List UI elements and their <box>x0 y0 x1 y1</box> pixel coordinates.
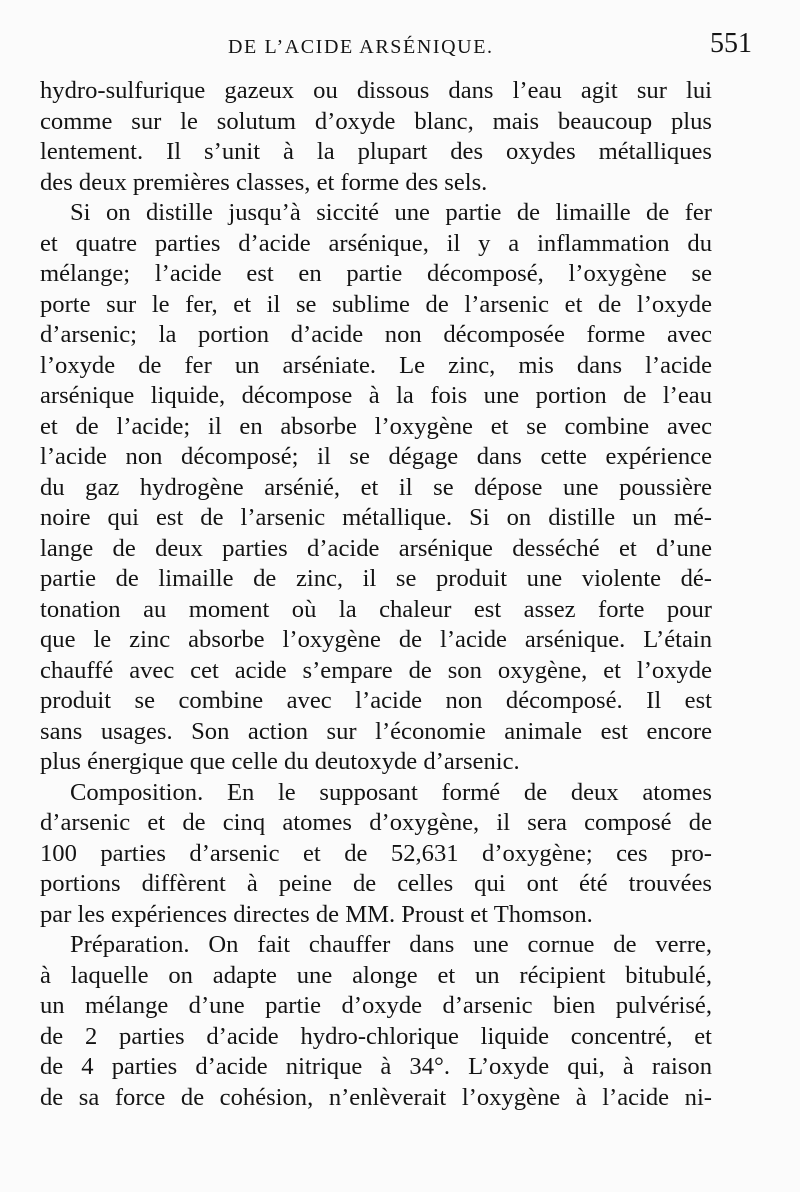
text-line: du gaz hydrogène arsénié, et il se dépose une poussière <box>40 473 712 501</box>
text-line: un mélange d’une partie d’oxyde d’arsenic bien pulvérisé, <box>40 992 712 1019</box>
text-line: noire qui est de l’arsenic métallique. Si on distille un mé- <box>40 504 712 531</box>
text-line: mélange; l’acide est en partie décomposé, l’oxygène se <box>40 260 712 287</box>
text-line: par les expériences directes de MM. Proust et Thomson. <box>40 900 593 928</box>
text-line: lentement. Il s’unit à la plupart des oxydes métalliques <box>40 138 712 165</box>
running-head: DE L’ACIDE ARSÉNIQUE. <box>228 36 494 58</box>
text-line: de 4 parties d’acide nitrique à 34°. L’oxyde qui, à raison <box>40 1053 712 1080</box>
text-line: à laquelle on adapte une alonge et un récipient bitubulé, <box>40 961 712 989</box>
text-line: et quatre parties d’acide arsénique, il y a inflammation du <box>40 229 712 257</box>
text-line: que le zinc absorbe l’oxygène de l’acide arsénique. L’étain <box>40 626 712 653</box>
text-line: Si on distille jusqu’à siccité une partie de limaille de fer <box>70 199 712 226</box>
text-line: Préparation. On fait chauffer dans une cornue de verre, <box>70 931 712 958</box>
text-line: 100 parties d’arsenic et de 52,631 d’oxygène; ces pro- <box>40 839 712 867</box>
body-text <box>40 76 712 1113</box>
text-line: plus énergique que celle du deutoxyde d’arsenic. <box>40 748 520 775</box>
text-line: l’oxyde de fer un arséniate. Le zinc, mis dans l’acide <box>40 351 712 379</box>
text-line: de sa force de cohésion, n’enlèverait l’oxygène à l’acide ni- <box>40 1083 712 1111</box>
text-line: hydro-sulfurique gazeux ou dissous dans l’eau agit sur lui <box>40 77 712 104</box>
text-line: produit se combine avec l’acide non décomposé. Il est <box>40 687 712 714</box>
text-line: lange de deux parties d’acide arsénique desséché et d’une <box>40 534 712 562</box>
text-line: l’acide non décomposé; il se dégage dans cette expérience <box>40 443 712 470</box>
text-line: chauffé avec cet acide s’empare de son oxygène, et l’oxyde <box>40 656 712 684</box>
text-line: partie de limaille de zinc, il se produit une violente dé- <box>40 565 712 592</box>
text-line: d’arsenic; la portion d’acide non décomposée forme avec <box>40 321 712 348</box>
page-number: 551 <box>710 28 752 59</box>
text-line: des deux premières classes, et forme des sels. <box>40 168 488 196</box>
page-header <box>40 24 760 74</box>
text-line: portions diffèrent à peine de celles qui ont été trouvées <box>40 870 712 897</box>
text-line: et de l’acide; il en absorbe l’oxygène et se combine avec <box>40 412 712 440</box>
text-line: sans usages. Son action sur l’économie animale est encore <box>40 717 712 745</box>
text-line: comme sur le solutum d’oxyde blanc, mais beaucoup plus <box>40 107 712 135</box>
text-line: tonation au moment où la chaleur est assez forte pour <box>40 595 712 623</box>
text-line: Composition. En le supposant formé de deux atomes <box>70 778 712 806</box>
text-line: d’arsenic et de cinq atomes d’oxygène, il sera composé de <box>40 809 712 836</box>
text-line: de 2 parties d’acide hydro-chlorique liquide concentré, et <box>40 1022 712 1050</box>
text-line: arsénique liquide, décompose à la fois une portion de l’eau <box>40 382 712 409</box>
text-line: porte sur le fer, et il se sublime de l’arsenic et de l’oxyde <box>40 290 712 318</box>
